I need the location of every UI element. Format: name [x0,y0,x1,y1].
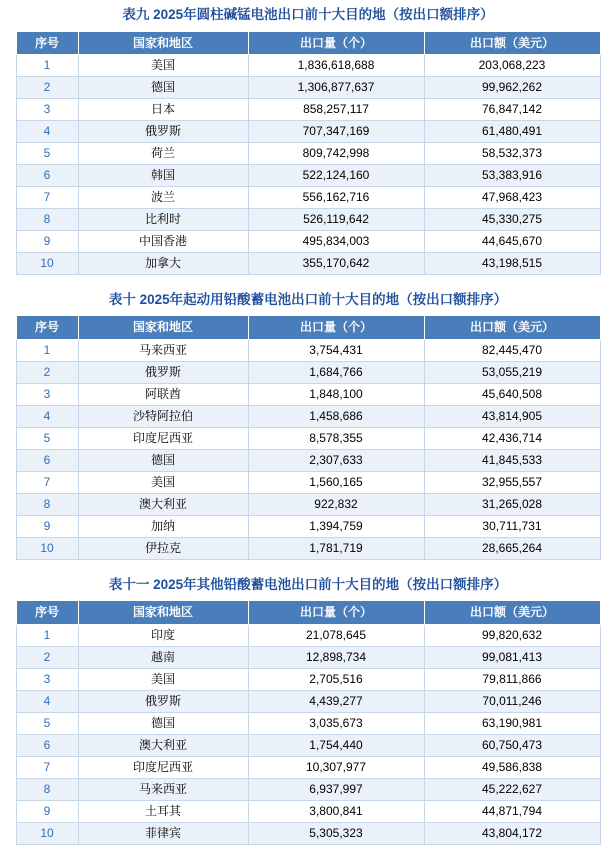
table-row [16,646,600,668]
cell-index: 6 [16,164,78,186]
cell-country: 印度 [78,624,248,646]
table-row [16,515,600,537]
table-row [16,186,600,208]
cell-country: 马来西亚 [78,339,248,361]
col-header-value: 出口额（美元） [424,316,600,339]
cell-quantity: 495,834,003 [248,230,424,252]
cell-country: 波兰 [78,186,248,208]
cell-index: 1 [16,54,78,76]
cell-index: 1 [16,339,78,361]
cell-quantity: 4,439,277 [248,690,424,712]
cell-index: 9 [16,800,78,822]
cell-index: 9 [16,230,78,252]
cell-quantity: 5,305,323 [248,822,424,844]
cell-value: 60,750,473 [424,734,600,756]
cell-country: 马来西亚 [78,778,248,800]
col-header-index: 序号 [16,601,78,624]
table-header-row [16,31,600,54]
cell-value: 31,265,028 [424,493,600,515]
export-table-11 [16,600,601,844]
cell-index: 6 [16,449,78,471]
cell-index: 5 [16,712,78,734]
table-row [16,537,600,559]
cell-value: 70,011,246 [424,690,600,712]
col-header-value: 出口额（美元） [424,31,600,54]
cell-quantity: 1,848,100 [248,383,424,405]
cell-quantity: 2,705,516 [248,668,424,690]
table-row [16,800,600,822]
table-header-row [16,601,600,624]
cell-quantity: 1,781,719 [248,537,424,559]
table-row [16,208,600,230]
cell-index: 10 [16,252,78,274]
cell-quantity: 1,560,165 [248,471,424,493]
cell-country: 印度尼西亚 [78,756,248,778]
cell-country: 德国 [78,449,248,471]
cell-value: 47,968,423 [424,186,600,208]
table-block-10 [8,285,608,560]
cell-value: 44,871,794 [424,800,600,822]
col-header-country: 国家和地区 [78,601,248,624]
col-header-quantity: 出口量（个） [248,31,424,54]
cell-index: 7 [16,756,78,778]
table-row [16,383,600,405]
cell-value: 45,222,627 [424,778,600,800]
cell-value: 76,847,142 [424,98,600,120]
table-row [16,427,600,449]
cell-quantity: 6,937,997 [248,778,424,800]
cell-value: 99,962,262 [424,76,600,98]
col-header-index: 序号 [16,31,78,54]
cell-index: 5 [16,142,78,164]
cell-index: 1 [16,624,78,646]
table-row [16,252,600,274]
cell-quantity: 922,832 [248,493,424,515]
cell-country: 美国 [78,471,248,493]
table-title-11: 表十一 2025年其他铅酸蓄电池出口前十大目的地（按出口额排序） [108,576,508,592]
cell-value: 79,811,866 [424,668,600,690]
cell-country: 越南 [78,646,248,668]
cell-country: 俄罗斯 [78,361,248,383]
cell-quantity: 1,836,618,688 [248,54,424,76]
col-header-country: 国家和地区 [78,31,248,54]
table-row [16,120,600,142]
table-row [16,405,600,427]
cell-quantity: 522,124,160 [248,164,424,186]
cell-value: 43,814,905 [424,405,600,427]
cell-value: 43,804,172 [424,822,600,844]
col-header-index: 序号 [16,316,78,339]
cell-quantity: 526,119,642 [248,208,424,230]
cell-quantity: 1,394,759 [248,515,424,537]
export-table-10 [16,315,601,559]
cell-country: 德国 [78,76,248,98]
table-title-10: 表十 2025年起动用铅酸蓄电池出口前十大目的地（按出口额排序） [108,291,508,307]
cell-country: 美国 [78,54,248,76]
cell-quantity: 809,742,998 [248,142,424,164]
table-row [16,54,600,76]
cell-quantity: 1,458,686 [248,405,424,427]
table-row [16,668,600,690]
table-row [16,76,600,98]
cell-country: 土耳其 [78,800,248,822]
cell-value: 53,383,916 [424,164,600,186]
cell-quantity: 858,257,117 [248,98,424,120]
cell-quantity: 707,347,169 [248,120,424,142]
cell-country: 荷兰 [78,142,248,164]
cell-index: 2 [16,76,78,98]
cell-country: 澳大利亚 [78,493,248,515]
cell-value: 42,436,714 [424,427,600,449]
cell-quantity: 12,898,734 [248,646,424,668]
table-title-9: 表九 2025年圆柱碱锰电池出口前十大目的地（按出口额排序） [122,7,494,22]
cell-value: 203,068,223 [424,54,600,76]
cell-quantity: 1,754,440 [248,734,424,756]
cell-country: 俄罗斯 [78,120,248,142]
cell-quantity: 21,078,645 [248,624,424,646]
cell-index: 10 [16,822,78,844]
cell-index: 9 [16,515,78,537]
cell-value: 63,190,981 [424,712,600,734]
cell-index: 8 [16,778,78,800]
cell-index: 8 [16,208,78,230]
table-row [16,734,600,756]
cell-quantity: 3,800,841 [248,800,424,822]
cell-quantity: 3,035,673 [248,712,424,734]
table-row [16,230,600,252]
table-row [16,822,600,844]
cell-quantity: 3,754,431 [248,339,424,361]
cell-value: 45,330,275 [424,208,600,230]
cell-index: 4 [16,690,78,712]
col-header-quantity: 出口量（个） [248,316,424,339]
cell-value: 45,640,508 [424,383,600,405]
cell-index: 7 [16,471,78,493]
cell-index: 6 [16,734,78,756]
cell-value: 41,845,533 [424,449,600,471]
cell-value: 53,055,219 [424,361,600,383]
table-row [16,690,600,712]
cell-country: 澳大利亚 [78,734,248,756]
table-row [16,493,600,515]
cell-value: 58,532,373 [424,142,600,164]
cell-country: 德国 [78,712,248,734]
cell-value: 99,081,413 [424,646,600,668]
cell-index: 2 [16,646,78,668]
table-row [16,624,600,646]
table-row [16,164,600,186]
table-block-9 [8,0,608,275]
cell-quantity: 355,170,642 [248,252,424,274]
cell-country: 印度尼西亚 [78,427,248,449]
cell-index: 3 [16,98,78,120]
cell-quantity: 8,578,355 [248,427,424,449]
table-row [16,471,600,493]
cell-value: 44,645,670 [424,230,600,252]
table-row [16,712,600,734]
cell-value: 61,480,491 [424,120,600,142]
table-block-11 [8,570,608,845]
table-row [16,756,600,778]
cell-index: 4 [16,405,78,427]
table-row [16,449,600,471]
cell-value: 30,711,731 [424,515,600,537]
cell-country: 美国 [78,668,248,690]
cell-value: 49,586,838 [424,756,600,778]
cell-country: 比利时 [78,208,248,230]
cell-value: 99,820,632 [424,624,600,646]
cell-index: 10 [16,537,78,559]
cell-country: 中国香港 [78,230,248,252]
table-header-row [16,316,600,339]
cell-index: 5 [16,427,78,449]
cell-index: 2 [16,361,78,383]
cell-country: 菲律宾 [78,822,248,844]
cell-value: 82,445,470 [424,339,600,361]
cell-index: 7 [16,186,78,208]
cell-quantity: 10,307,977 [248,756,424,778]
col-header-quantity: 出口量（个） [248,601,424,624]
cell-value: 32,955,557 [424,471,600,493]
cell-quantity: 1,306,877,637 [248,76,424,98]
cell-index: 3 [16,383,78,405]
table-row [16,778,600,800]
table-row [16,98,600,120]
cell-country: 加拿大 [78,252,248,274]
export-table-9 [16,31,601,275]
cell-value: 43,198,515 [424,252,600,274]
cell-country: 伊拉克 [78,537,248,559]
cell-country: 韩国 [78,164,248,186]
cell-country: 日本 [78,98,248,120]
col-header-value: 出口额（美元） [424,601,600,624]
cell-index: 3 [16,668,78,690]
cell-country: 俄罗斯 [78,690,248,712]
cell-country: 沙特阿拉伯 [78,405,248,427]
table-row [16,339,600,361]
table-row [16,361,600,383]
cell-value: 28,665,264 [424,537,600,559]
col-header-country: 国家和地区 [78,316,248,339]
cell-country: 阿联酋 [78,383,248,405]
cell-quantity: 2,307,633 [248,449,424,471]
cell-index: 4 [16,120,78,142]
table-row [16,142,600,164]
cell-country: 加纳 [78,515,248,537]
cell-index: 8 [16,493,78,515]
cell-quantity: 556,162,716 [248,186,424,208]
cell-quantity: 1,684,766 [248,361,424,383]
